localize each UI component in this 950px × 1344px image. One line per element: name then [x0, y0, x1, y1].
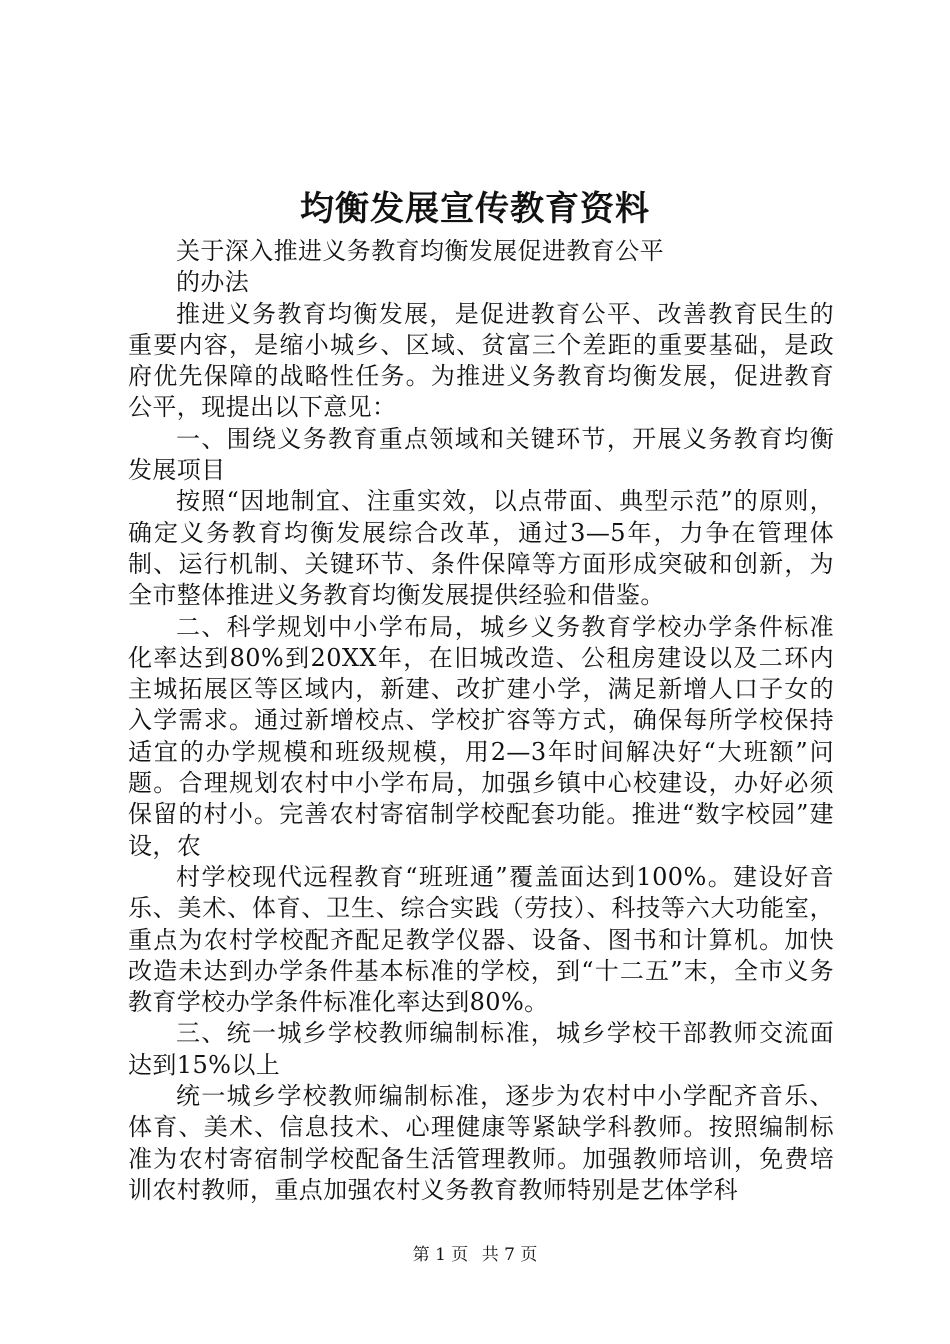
subtitle-line-2: 的办法 [176, 268, 250, 297]
section-heading: 二、科学规划中小学布局，城乡义务教育学校办学条件标准化率达到80%到20XX年，在旧城改造、公租房建设以及二环内主城拓展区等区域内，新建、改扩建小学，满足新增人口子女的入学需求。通过新增校点、学校扩容等方式，确保每所学校保持适宜的办学规模和班级规模，用2—3年时间解决好“大班额”问题。合理规划农村中小学布局，加强乡镇中心校建设，办好必须保留的村小。完善农村寄宿制学校配套功能。推进“数字校园”建设，农 [128, 612, 834, 860]
page-total: 共 7 页 [481, 1245, 538, 1265]
page-footer [0, 1243, 950, 1267]
paragraph: 村学校现代远程教育“班班通”覆盖面达到100%。建设好音乐、美术、体育、卫生、综合实践（劳技）、科技等六大功能室，重点为农村学校配齐配足教学仪器、设备、图书和计算机。加快改造未达到办学条件基本标准的学校，到“十二五”末，全市义务教育学校办学条件标准化率达到80%。 [128, 862, 834, 1017]
subtitle-line-1: 关于深入推进义务教育均衡发展促进教育公平 [176, 237, 664, 265]
page-number: 第 1 页 [412, 1245, 469, 1265]
page-title: 均衡发展宣传教育资料 [300, 189, 650, 229]
document-body [128, 236, 834, 1206]
section-heading: 三、统一城乡学校教师编制标准，城乡学校干部教师交流面达到15%以上 [128, 1019, 834, 1079]
paragraph: 按照“因地制宜、注重实效，以点带面、典型示范”的原则，确定义务教育均衡发展综合改革，通过3—5年，力争在管理体制、运行机制、关键环节、条件保障等方面形成突破和创新，为全市整体推进义务教育均衡发展提供经验和借鉴。 [128, 487, 834, 610]
paragraph: 统一城乡学校教师编制标准，逐步为农村中小学配齐音乐、体育、美术、信息技术、心理健康等紧缺学科教师。按照编制标准为农村寄宿制学校配备生活管理教师。加强教师培训，免费培训农村教师，重点加强农村义务教育教师特别是艺体学科 [128, 1082, 834, 1204]
section-heading: 一、围绕义务教育重点领域和关键环节，开展义务教育均衡发展项目 [128, 424, 834, 485]
paragraph: 推进义务教育均衡发展，是促进教育公平、改善教育民生的重要内容，是缩小城乡、区域、贫富三个差距的重要基础，是政府优先保障的战略性任务。为推进义务教育均衡发展，促进教育公平，现提出以下意见： [128, 299, 834, 422]
